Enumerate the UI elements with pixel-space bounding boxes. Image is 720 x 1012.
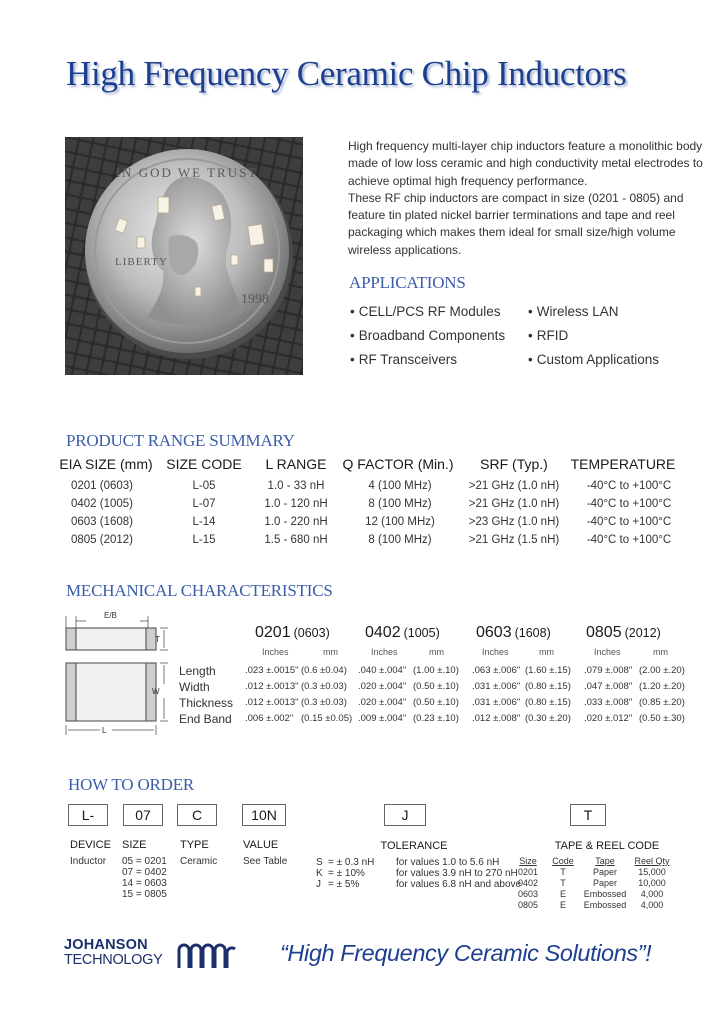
table-cell: >23 GHz (1.0 nH) — [468, 516, 560, 528]
application-item: • Wireless LAN — [528, 304, 619, 319]
size-metric: (1005) — [403, 626, 440, 640]
size-code-line: 14 = 0603 — [122, 878, 167, 889]
value-mm: (0.30 ±.20) — [525, 713, 571, 724]
application-item: • Broadband Components — [350, 328, 505, 343]
table-cell: 8 (100 MHz) — [368, 534, 432, 546]
table-cell: 0402 (1005) — [70, 498, 134, 510]
value-inches: .047 ±.008" — [584, 681, 633, 692]
tolerance-row — [314, 857, 514, 868]
mechanical-heading: MECHANICAL CHARACTERISTICS — [66, 581, 333, 600]
tolerance-row — [314, 868, 518, 879]
column-header: EIA SIZE (mm) — [59, 456, 153, 472]
product-range-table — [59, 456, 684, 552]
value-mm: (1.60 ±.15) — [525, 665, 571, 676]
column-value: See Table — [243, 856, 288, 867]
tolerance-code: S — [316, 857, 323, 868]
order-value-column — [243, 840, 287, 867]
units-mm: mm — [429, 647, 444, 657]
size-code-line: 15 = 0805 — [122, 889, 167, 900]
value-inches: .063 ±.006" — [472, 665, 521, 676]
mechanical-row — [175, 696, 695, 712]
value-inches: .040 ±.004" — [358, 665, 407, 676]
tape-reel-header-row — [512, 856, 702, 867]
intro-paragraph-2: These RF chip inductors are compact in size (0201 - 0805) and feature tin plated nickel barrier terminations and tape and reel packaging which makes them ideal for small size/high volume wireless applications. — [348, 190, 684, 257]
column-value: Inductor — [70, 856, 107, 867]
value-inches: .031 ±.006" — [472, 681, 521, 692]
table-cell: 1.0 - 33 nH — [267, 480, 325, 492]
tape-reel-row — [512, 878, 702, 889]
chip-dimension-diagram — [60, 608, 180, 738]
row-label: Thickness — [179, 696, 234, 710]
table-header-row — [59, 456, 684, 480]
table-cell: -40°C to +100°C — [586, 498, 672, 510]
units-inches: Inches — [482, 647, 509, 657]
value-mm: (1.20 ±.20) — [639, 681, 685, 692]
tolerance-value: = ± 0.3 nH — [328, 857, 375, 868]
tape-reel-cell: E — [559, 889, 567, 899]
tape-reel-cell: E — [559, 900, 567, 910]
value-inches: .033 ±.008" — [584, 697, 633, 708]
units-inches: Inches — [594, 647, 621, 657]
table-row — [64, 498, 684, 516]
value-inches: .023 ±.0015" — [245, 665, 299, 676]
value-mm: (0.3 ±0.03) — [301, 697, 347, 708]
column-heading: VALUE — [243, 839, 279, 851]
order-code-box-value: 10N — [242, 804, 286, 826]
column-heading: TAPE & REEL CODE — [554, 840, 660, 852]
tolerance-description: for values 1.0 to 5.6 nH — [396, 857, 500, 868]
table-cell: L-07 — [192, 498, 216, 510]
tolerance-code: J — [316, 879, 321, 890]
column-header: Q FACTOR (Min.) — [342, 456, 454, 472]
how-to-order-heading: HOW TO ORDER — [68, 775, 195, 794]
tape-reel-cell: 0201 — [517, 867, 539, 877]
application-item: • RF Transceivers — [350, 352, 457, 367]
applications-list — [350, 304, 710, 384]
size-eia: 0201 — [255, 624, 291, 641]
table-cell: >21 GHz (1.0 nH) — [468, 498, 560, 510]
tape-reel-cell: 10,000 — [638, 878, 666, 888]
tape-reel-cell: T — [560, 878, 566, 888]
units-inches: Inches — [371, 647, 398, 657]
table-cell: 0805 (2012) — [70, 534, 134, 546]
tape-reel-column-header: Tape — [595, 856, 615, 866]
value-inches: .012 ±.0013" — [245, 681, 299, 692]
table-cell: L-05 — [192, 480, 216, 492]
size-eia: 0603 — [476, 624, 512, 641]
t-label: T — [155, 635, 160, 644]
value-mm: (0.50 ±.10) — [413, 681, 459, 692]
column-header: SRF (Typ.) — [480, 456, 548, 472]
tape-reel-column-header: Code — [552, 856, 574, 866]
logo-line-2: TECHNOLOGY — [64, 952, 163, 968]
units-inches: Inches — [262, 647, 289, 657]
order-code-box-tape-reel: T — [570, 804, 606, 826]
table-cell: -40°C to +100°C — [586, 516, 672, 528]
product-range-heading: PRODUCT RANGE SUMMARY — [66, 431, 295, 450]
application-item: • Custom Applications — [528, 352, 659, 367]
order-code-box-size: 07 — [123, 804, 163, 826]
value-inches: .020 ±.004" — [358, 681, 407, 692]
value-mm: (0.23 ±.10) — [413, 713, 459, 724]
logo-coil-icon — [176, 942, 238, 972]
l-label: L — [102, 726, 107, 735]
mechanical-row — [175, 680, 695, 696]
row-label: Length — [179, 664, 216, 678]
application-item: • RFID — [528, 328, 568, 343]
logo-line-1: JOHANSON — [64, 937, 148, 953]
tolerance-value: = ± 10% — [328, 868, 365, 879]
tolerance-description: for values 3.9 nH to 270 nH — [396, 868, 518, 879]
mechanical-table — [175, 624, 695, 734]
value-mm: (0.15 ±0.05) — [301, 713, 353, 724]
tape-reel-cell: 0402 — [517, 878, 539, 888]
size-header — [255, 624, 330, 642]
order-device-column — [70, 840, 111, 867]
value-mm: (0.85 ±.20) — [639, 697, 685, 708]
value-inches: .079 ±.008" — [584, 665, 633, 676]
mechanical-row — [175, 712, 695, 728]
value-mm: (0.6 ±0.04) — [301, 665, 347, 676]
coin-liberty: LIBERTY — [115, 256, 168, 268]
tape-reel-cell: Paper — [592, 878, 618, 888]
column-heading: DEVICE — [70, 839, 111, 851]
column-value: Ceramic — [180, 856, 218, 867]
order-type-column — [180, 840, 217, 867]
table-cell: 8 (100 MHz) — [368, 498, 432, 510]
order-code-box-type: C — [177, 804, 217, 826]
tape-reel-cell: Embossed — [583, 900, 627, 910]
table-cell: L-15 — [192, 534, 216, 546]
table-row — [64, 534, 684, 552]
tape-reel-cell: 15,000 — [638, 867, 666, 877]
row-label: Width — [179, 680, 210, 694]
penny-with-chips-image — [65, 137, 303, 375]
value-mm: (0.3 ±0.03) — [301, 681, 347, 692]
table-cell: 1.0 - 120 nH — [264, 498, 328, 510]
eb-label: E/B — [104, 611, 117, 620]
row-label: End Band — [179, 712, 232, 726]
tape-reel-column-header: Size — [519, 856, 537, 866]
page-title: High Frequency Ceramic Chip Inductors — [66, 54, 627, 93]
table-cell: -40°C to +100°C — [586, 534, 672, 546]
tape-reel-row — [512, 900, 702, 911]
table-cell: 12 (100 MHz) — [365, 516, 435, 528]
size-metric: (2012) — [624, 626, 661, 640]
order-code-box-tolerance: J — [384, 804, 426, 826]
value-inches: .031 ±.006" — [472, 697, 521, 708]
table-cell: 0201 (0603) — [70, 480, 134, 492]
intro-paragraph-1: High frequency multi-layer chip inductors feature a monolithic body made of low loss ceramic and high conductivity metal electrodes to achieve optimal high frequency performance. — [348, 139, 703, 188]
value-mm: (0.50 ±.30) — [639, 713, 685, 724]
tape-reel-cell: Embossed — [583, 889, 627, 899]
value-mm: (2.00 ±.20) — [639, 665, 685, 676]
table-cell: -40°C to +100°C — [586, 480, 672, 492]
slogan: “High Frequency Ceramic Solutions”! — [280, 940, 652, 966]
tape-reel-column-header: Reel Qty — [634, 856, 670, 866]
table-cell: 4 (100 MHz) — [368, 480, 432, 492]
table-cell: >21 GHz (1.0 nH) — [468, 480, 560, 492]
order-tolerance-column — [314, 840, 522, 890]
column-heading: TOLERANCE — [380, 840, 448, 852]
tape-reel-cell: T — [560, 867, 566, 877]
size-metric: (1608) — [514, 626, 551, 640]
value-inches: .012 ±.0013" — [245, 697, 299, 708]
chip-diagram-svg — [60, 608, 180, 738]
units-mm: mm — [539, 647, 554, 657]
value-mm: (0.80 ±.15) — [525, 681, 571, 692]
value-mm: (1.00 ±.10) — [413, 665, 459, 676]
applications-heading: APPLICATIONS — [349, 273, 466, 292]
size-eia: 0805 — [586, 624, 622, 641]
order-size-column — [122, 840, 167, 900]
logo-text — [64, 938, 163, 968]
value-mm: (0.80 ±.15) — [525, 697, 571, 708]
column-heading: SIZE — [122, 839, 147, 851]
table-row — [64, 516, 684, 534]
product-photo — [65, 137, 303, 375]
tolerance-value: = ± 5% — [328, 879, 360, 890]
tape-reel-row — [512, 889, 702, 900]
value-inches: .020 ±.004" — [358, 697, 407, 708]
tape-reel-cell: Paper — [592, 867, 618, 877]
application-item: • CELL/PCS RF Modules — [350, 304, 501, 319]
size-metric: (0603) — [293, 626, 330, 640]
table-cell: >21 GHz (1.5 nH) — [468, 534, 560, 546]
tolerance-code: K — [316, 868, 323, 879]
tape-reel-row — [512, 867, 702, 878]
tape-reel-cell: 4,000 — [640, 900, 664, 910]
value-mm: (0.50 ±.10) — [413, 697, 459, 708]
column-header: TEMPERATURE — [570, 456, 676, 472]
column-header: L RANGE — [265, 456, 327, 472]
tape-reel-cell: 0805 — [517, 900, 539, 910]
mechanical-row — [175, 664, 695, 680]
value-inches: .020 ±.012" — [584, 713, 633, 724]
table-cell: L-14 — [192, 516, 216, 528]
value-inches: .006 ±.002" — [245, 713, 294, 724]
size-code-line: 07 = 0402 — [122, 867, 167, 878]
size-eia: 0402 — [365, 624, 401, 641]
intro-text — [348, 138, 704, 259]
size-header — [586, 624, 661, 642]
value-inches: .009 ±.004" — [358, 713, 407, 724]
size-header — [476, 624, 551, 642]
table-row — [64, 480, 684, 498]
column-header: SIZE CODE — [166, 456, 242, 472]
table-cell: 1.5 - 680 nH — [264, 534, 328, 546]
value-inches: .012 ±.008" — [472, 713, 521, 724]
column-heading: TYPE — [180, 839, 209, 851]
size-header — [365, 624, 440, 642]
coin-year: 1998 — [241, 292, 269, 307]
tolerance-description: for values 6.8 nH and above — [396, 879, 522, 890]
size-code-line: 05 = 0201 — [122, 856, 167, 867]
tolerance-row — [314, 879, 522, 890]
tape-reel-cell: 4,000 — [640, 889, 664, 899]
order-tape-reel-column — [512, 840, 702, 911]
johanson-logo — [64, 938, 244, 978]
order-code-box-device: L- — [68, 804, 108, 826]
units-mm: mm — [653, 647, 668, 657]
table-cell: 1.0 - 220 nH — [264, 516, 328, 528]
table-cell: 0603 (1608) — [70, 516, 134, 528]
w-label: W — [152, 687, 160, 696]
units-mm: mm — [323, 647, 338, 657]
coin-motto: IN GOD WE TRUST — [115, 165, 259, 180]
tape-reel-cell: 0603 — [517, 889, 539, 899]
